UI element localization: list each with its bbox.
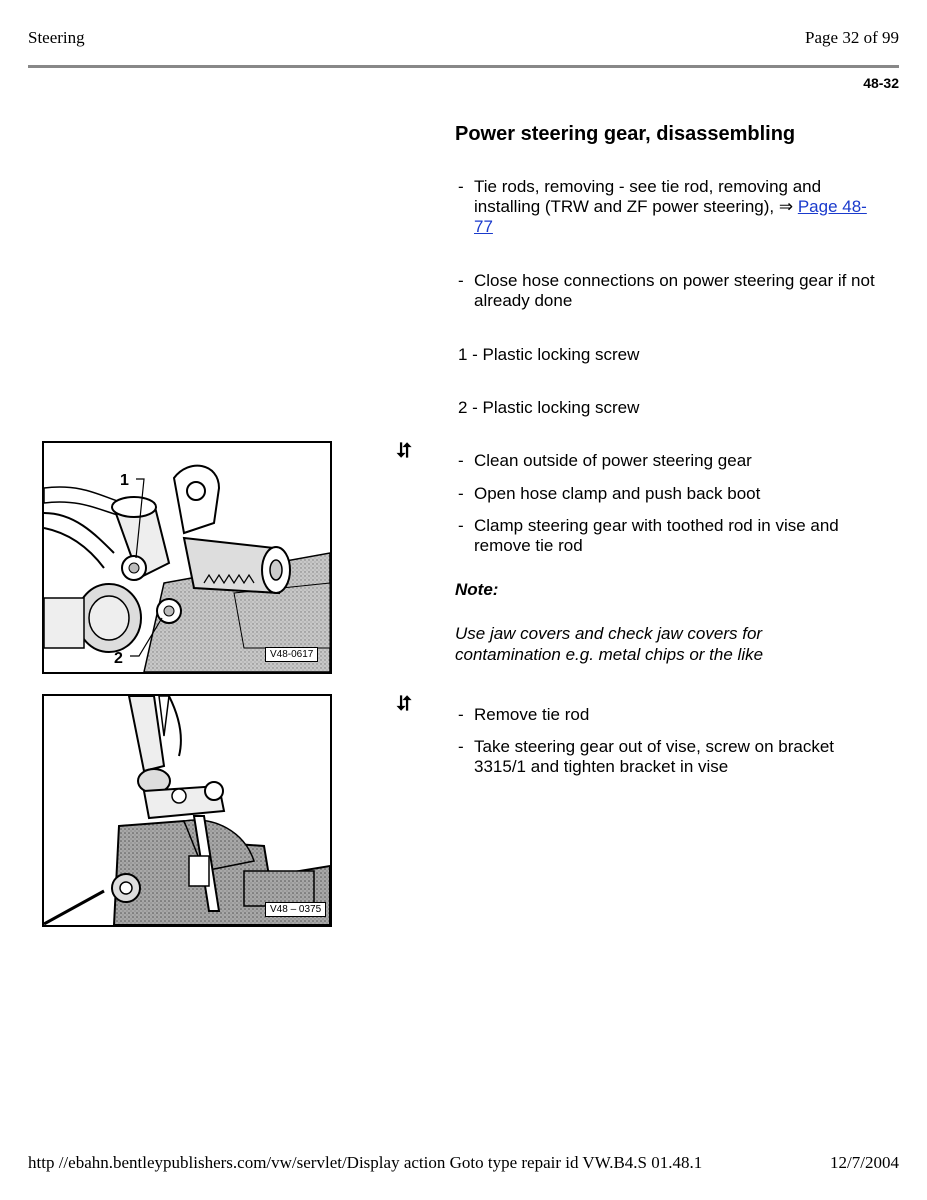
figure-label-2: 2 bbox=[114, 650, 123, 667]
step-clamp-vise bbox=[458, 516, 878, 556]
step-text: Clean outside of power steering gear bbox=[474, 451, 752, 470]
figure-code: V48 – 0375 bbox=[265, 902, 326, 917]
note-body: Use jaw covers and check jaw covers for contamination e.g. metal chips or the like bbox=[455, 624, 764, 664]
left-pointer-icon: ⮃ bbox=[396, 440, 412, 462]
step-clean bbox=[458, 451, 878, 471]
step-text: Tie rods, removing - see tie rod, removing and installing (TRW and ZF power steering), ⇒ bbox=[474, 177, 822, 216]
callout-1: 1 - Plastic locking screw bbox=[458, 345, 640, 364]
header-page-count: Page 32 of 99 bbox=[805, 28, 899, 47]
figure-locking-screws bbox=[42, 441, 332, 674]
bullet-dash: - bbox=[458, 177, 464, 196]
step-remove-tie-rod bbox=[458, 705, 878, 725]
bullet-dash: - bbox=[458, 737, 464, 756]
footer-date: 12/7/2004 bbox=[830, 1153, 899, 1172]
bullet-dash: - bbox=[458, 271, 464, 290]
footer-url: http //ebahn.bentleypublishers.com/vw/servlet/Display action Goto type repair id VW.B4.S 01.48.1 bbox=[28, 1153, 703, 1172]
step-tie-rods bbox=[458, 177, 878, 237]
page-footer bbox=[28, 1153, 899, 1173]
figure-code: V48-0617 bbox=[265, 647, 318, 662]
bullet-dash: - bbox=[458, 705, 464, 724]
step-bracket bbox=[458, 737, 878, 777]
callout-2: 2 - Plastic locking screw bbox=[458, 398, 640, 417]
step-text: Take steering gear out of vise, screw on bracket 3315/1 and tighten bracket in vise bbox=[474, 737, 835, 776]
note-heading: Note: bbox=[455, 580, 499, 599]
step-text: Open hose clamp and push back boot bbox=[474, 484, 761, 503]
step-text: Close hose connections on power steering gear if not already done bbox=[474, 271, 875, 310]
step-text: Remove tie rod bbox=[474, 705, 590, 724]
step-text: Clamp steering gear with toothed rod in vise and remove tie rod bbox=[474, 516, 839, 555]
figure-bracket-vise bbox=[42, 694, 332, 927]
step-close-hose bbox=[458, 271, 878, 311]
page-code: 48-32 bbox=[863, 75, 899, 91]
header-divider bbox=[28, 65, 899, 68]
bullet-dash: - bbox=[458, 451, 464, 470]
step-open-clamp bbox=[458, 484, 878, 504]
bullet-dash: - bbox=[458, 516, 464, 535]
bullet-dash: - bbox=[458, 484, 464, 503]
left-pointer-icon: ⮃ bbox=[396, 693, 412, 715]
page-48-77-link[interactable]: Page 48-77 bbox=[474, 197, 867, 236]
header-section-title: Steering bbox=[28, 28, 85, 47]
page-title: Power steering gear, disassembling bbox=[455, 123, 796, 145]
figure-label-1: 1 bbox=[120, 472, 129, 489]
